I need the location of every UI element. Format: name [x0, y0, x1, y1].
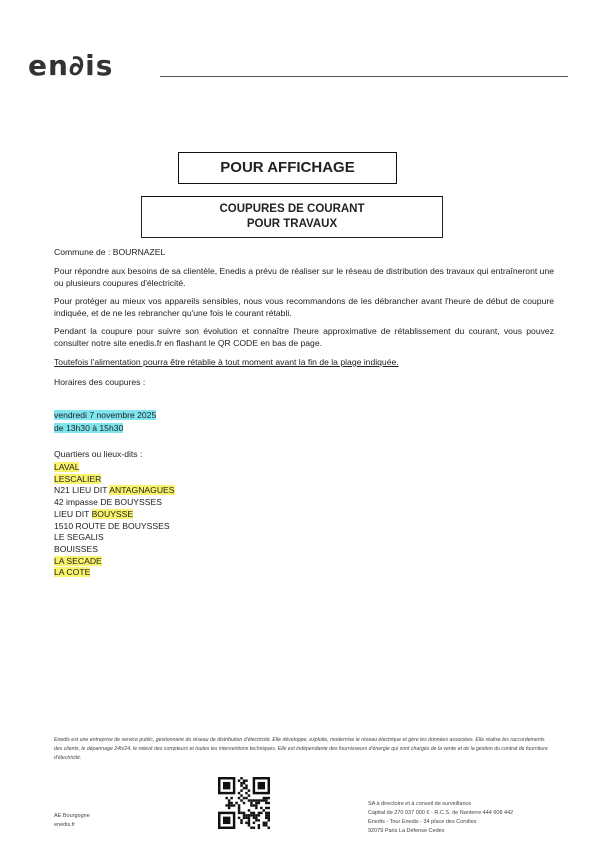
paragraph-3: Pendant la coupure pour suivre son évolution et connaître l'heure approximative de rétablissement du courant, vous pouvez consulter notre site enedis.fr en flashant le QR CODE en bas de page.: [54, 326, 554, 348]
district-item: [54, 509, 133, 521]
district-highlight: BOUYSSE: [91, 508, 134, 519]
footer-right-line-4: 92079 Paris La Défense Cedex: [368, 828, 445, 834]
district-item: [54, 462, 79, 474]
subtitle-box: [141, 196, 443, 238]
district-item: [54, 556, 102, 568]
header-rule: [160, 76, 568, 77]
schedule-date: [54, 410, 156, 422]
footer-legal-text: Enedis est une entreprise de service public, gestionnaire du réseau de distribution d'électricité. Elle développe, exploite, modernise le réseau électrique et gère les données associées. Elle réalise les raccordements des clients, le dépannage 24h/24, le relevé des compteurs et toutes les interventions techniques. Elle est indépendante des fournisseurs d'énergie qui sont chargés de la vente et de la gestion du contrat de fourniture d'électricité.: [54, 737, 548, 761]
schedule-time-text: de 13h30 à 15h30: [54, 423, 124, 433]
subtitle-line-2: POUR TRAVAUX: [246, 218, 338, 230]
district-item: [54, 521, 170, 533]
title-label: POUR AFFICHAGE: [220, 159, 355, 176]
district-item: [54, 497, 162, 509]
commune-line: Commune de : BOURNAZEL: [54, 247, 166, 257]
district-text: 42 impasse DE BOUYSSES: [54, 497, 162, 508]
district-highlight: LESCALIER: [54, 473, 102, 484]
subtitle-line-1: COUPURES DE COURANT: [219, 203, 365, 215]
footer-left-line-1: AE Bourgogne: [54, 813, 90, 819]
schedule-date-text: vendredi 7 novembre 2025: [54, 410, 157, 420]
footer-left-address: [54, 812, 90, 830]
paragraph-1: Pour répondre aux besoins de sa clientèle, Enedis a prévu de réaliser sur le réseau de distribution des travaux qui entraîneront une ou plusieurs coupures d'électricité.: [54, 266, 554, 288]
districts-label: Quartiers ou lieux-dits :: [54, 449, 143, 459]
district-text: N21 LIEU DIT: [54, 485, 110, 496]
district-highlight: ANTAGNAGUES: [109, 485, 175, 496]
district-item: [54, 544, 98, 556]
schedule-label: Horaires des coupures :: [54, 377, 146, 387]
district-item: [54, 474, 101, 486]
district-text: BOUISSES: [54, 543, 98, 554]
title-box: [178, 152, 397, 184]
notice-text: Toutefois l'alimentation pourra être rétablie à tout moment avant la fin de la plage indiquée.: [54, 357, 399, 367]
footer-right-line-2: Capital de 270 037 000 € - R.C.S. de Nanterre 444 608 442: [368, 810, 514, 816]
paragraph-2: Pour protéger au mieux vos appareils sensibles, nous vous recommandons de les débrancher avant l'heure de début de coupure indiquée, et de ne les rebrancher qu'une fois le courant rétabli.: [54, 296, 554, 318]
district-highlight: LAVAL: [54, 462, 80, 472]
schedule-time: [54, 423, 123, 435]
qr-code-icon[interactable]: [218, 777, 270, 829]
district-item: [54, 532, 104, 544]
enedis-logo: en∂is: [28, 49, 114, 82]
district-item: [54, 567, 90, 579]
district-item: [54, 485, 175, 497]
notice-line: [54, 356, 554, 368]
district-highlight: LA SECADE: [54, 555, 102, 566]
footer-right-line-1: SA à directoire et à conseil de surveillance: [368, 801, 472, 807]
footer-left-line-2: enedis.fr: [54, 822, 76, 828]
district-highlight: LA COTE: [54, 567, 91, 578]
district-text: LIEU DIT: [54, 508, 92, 519]
district-text: LE SEGALIS: [54, 532, 104, 543]
district-text: 1510 ROUTE DE BOUYSSES: [54, 520, 170, 531]
footer-right-address: [368, 800, 513, 836]
footer-right-line-3: Enedis - Tour Enedis - 34 place des Corolles: [368, 819, 477, 825]
